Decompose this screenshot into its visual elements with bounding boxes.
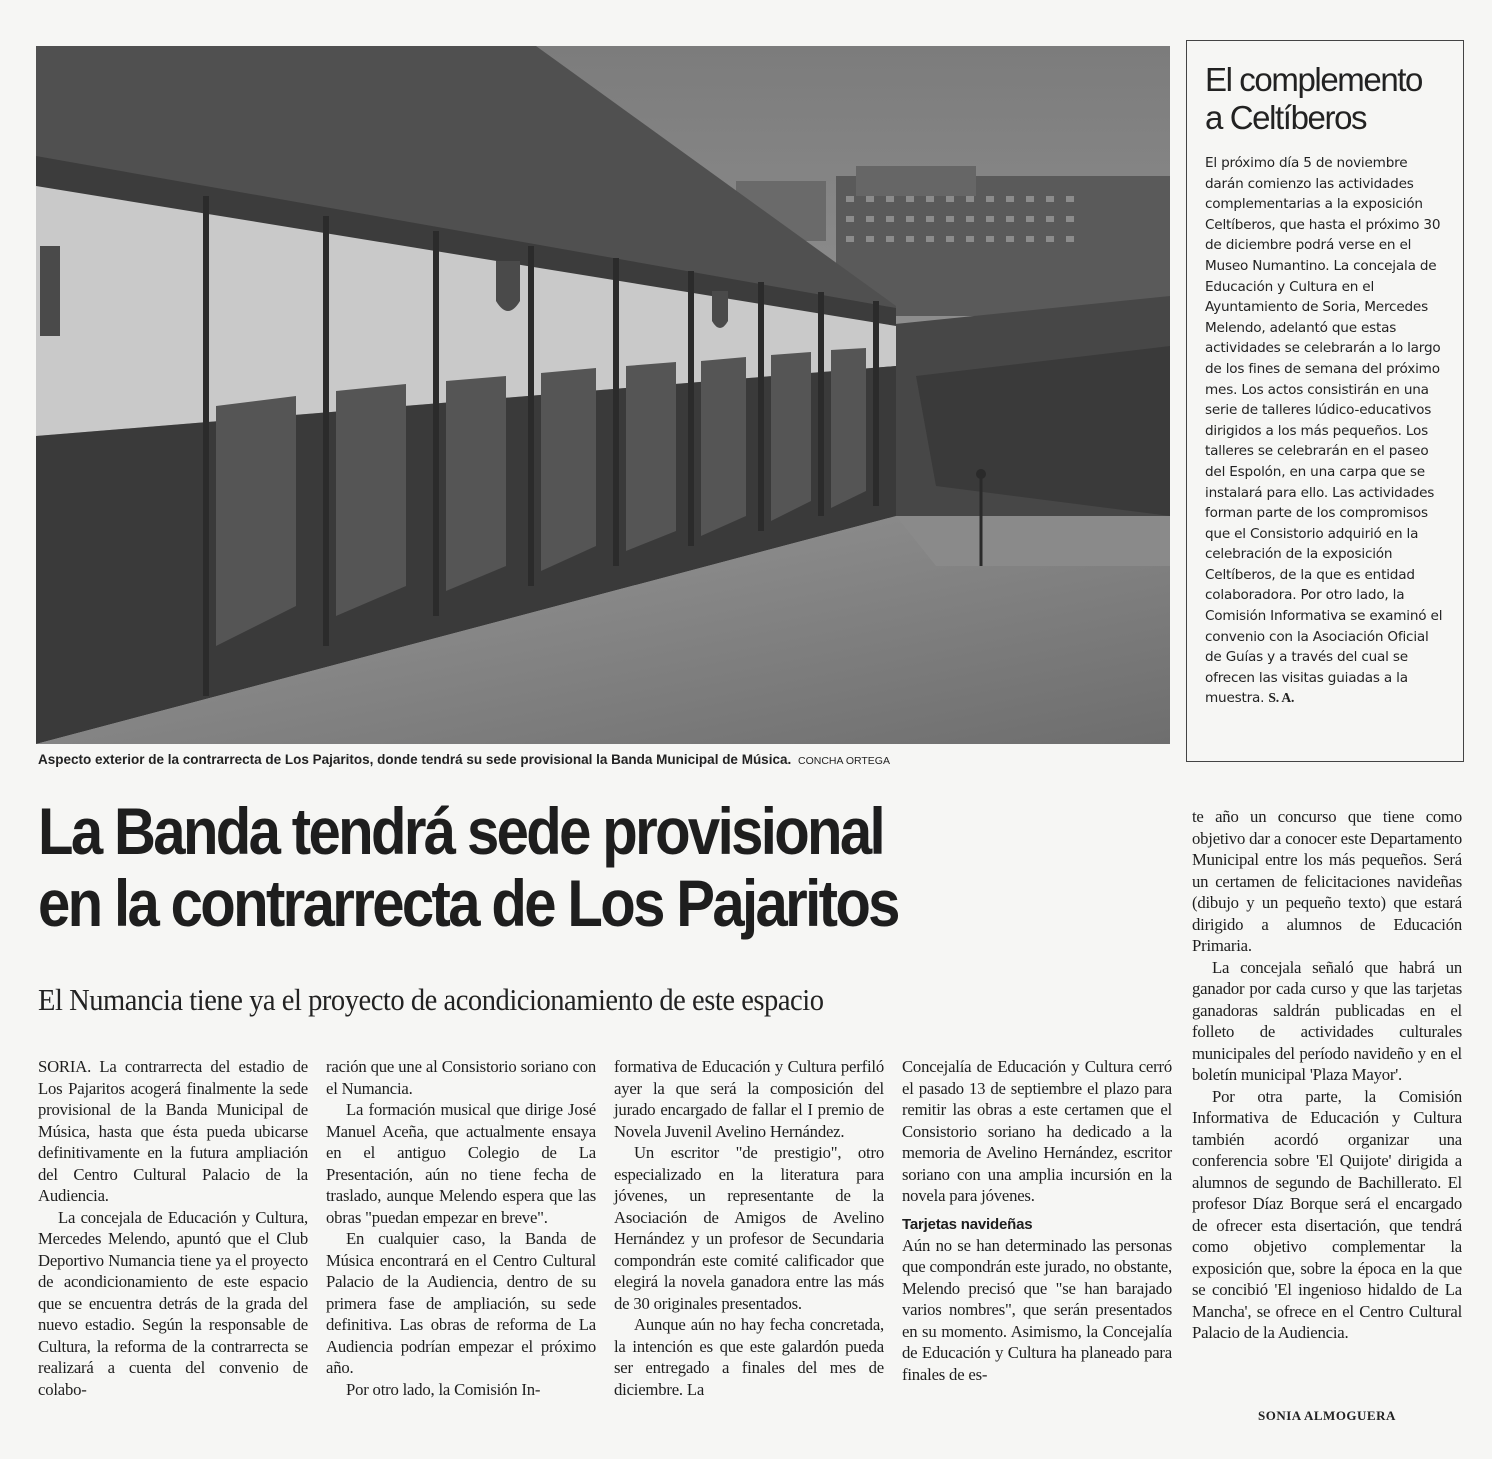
photo-credit: CONCHA ORTEGA: [797, 755, 890, 767]
caption-text: Aspecto exterior de la contrarrecta de Los Pajaritos, donde tendrá su sede provisional la Banda Municipal de Música.: [38, 752, 792, 767]
sidebar-title-line1: El complemento: [1205, 61, 1423, 98]
paragraph: ración que une al Consistorio soriano con el Numancia.: [326, 1057, 596, 1098]
article-column-2: [326, 1056, 596, 1400]
headline-line2: en la contrarrecta de Los Pajaritos: [38, 866, 898, 940]
paragraph: Un escritor "de prestigio", otro especializado en la literatura para jóvenes, un representante de la Asociación de Amigos de Avelino Hernández y un profesor de Secundaria compondrán este comité calificador que elegirá la novela ganadora entre las más de 30 originales presentados.: [614, 1143, 884, 1313]
headline-line1: La Banda tendrá sede provisional: [38, 794, 884, 868]
sidebar-box: [1186, 40, 1464, 762]
paragraph: SORIA. La contrarrecta del estadio de Los Pajaritos acogerá finalmente la sede provisional de la Banda Municipal de Música, hasta que ésta pueda ubicarse definitivamente en la futura ampliación del Centro Cultural Palacio de la Audiencia.: [38, 1057, 308, 1205]
paragraph: La formación musical que dirige José Manuel Aceña, que actualmente ensaya en el antiguo Colegio de La Presentación, aún no tiene fecha de traslado, aunque Melendo espera que las obras "puedan empezar en breve".: [326, 1100, 596, 1227]
headline: [38, 795, 1050, 939]
paragraph: La concejala de Educación y Cultura, Mercedes Melendo, apuntó que el Club Deportivo Numancia tiene ya el proyecto de acondicionamiento de este espacio que se encuentra detrás de la grada del nuevo estadio. Según la responsable de Cultura, la reforma de la contrarrecta se realizará a cuenta del convenio de colabo-: [38, 1207, 308, 1399]
paragraph: Aunque aún no hay fecha concretada, la intención es que este galardón pueda ser entregado a finales del mes de diciembre. La: [614, 1315, 884, 1399]
paragraph: Por otra parte, la Comisión Informativa de Educación y Cultura también acordó organizar una conferencia sobre 'El Quijote' dirigida a alumnos de segundo de Bachillerato. El profesor Díaz Borque será el encargado de ofrecer esta disertación, que tendrá como objetivo complementar la exposición que, sobre la época en la que se concibió 'El ingenioso hidaldo de La Mancha', se ofrece en el Centro Cultural Palacio de la Audiencia.: [1192, 1086, 1462, 1342]
section-heading: Tarjetas navideñas: [902, 1215, 1033, 1233]
sidebar-title-line2: a Celtíberos: [1205, 99, 1367, 136]
paragraph: En cualquier caso, la Banda de Música encontrará en el Centro Cultural Palacio de la Audiencia, dentro de su primera fase de ampliación, su sede definitiva. Las obras de reforma de La Audiencia podrían empezar el próximo año.: [326, 1229, 596, 1377]
paragraph: La concejala señaló que habrá un ganador por cada curso y que las tarjetas ganadoras saldrán publicadas en el folleto de actividades culturales municipales del período navideño y en el boletín municipal 'Plaza Mayor'.: [1192, 957, 1462, 1084]
paragraph: formativa de Educación y Cultura perfiló ayer la que será la composición del jurado encargado de fallar el I premio de Novela Juvenil Avelino Hernández.: [614, 1057, 884, 1141]
article-column-5: [1192, 806, 1462, 1344]
sidebar-signature: S. A.: [1268, 690, 1295, 706]
paragraph: Por otro lado, la Comisión In-: [346, 1379, 541, 1399]
article-column-4: [902, 1056, 1172, 1385]
article-column-1: [38, 1056, 308, 1400]
sidebar-body-text: El próximo día 5 de noviembre darán comienzo las actividades complementarias a la exposición Celtíberos, que hasta el próximo 30 de diciembre podrá verse en el Museo Numantino. La concejala de Educación y Cultura en el Ayuntamiento de Soria, Mercedes Melendo, adelantó que estas actividades se celebrarán a lo largo de los fines de semana del próximo mes. Los actos consistirán en una serie de talleres lúdico-educativos dirigidos a los más pequeños. Los talleres se celebrarán en el paseo del Espolón, en una carpa que se instalará para ello. Las actividades forman parte de los compromisos que el Consistorio adquirió en la celebración de la exposición Celtíberos, de la que es entidad colaboradora. Por otro lado, la Comisión Informativa se examinó el convenio con la Asociación Oficial de Guías y a través del cual se ofrecen las visitas guiadas a la muestra.: [1205, 155, 1443, 707]
subheadline: El Numancia tiene ya el proyecto de acondicionamiento de este espacio: [38, 982, 824, 1017]
sidebar-body: [1205, 153, 1445, 709]
photo-caption: [38, 752, 1178, 767]
byline: SONIA ALMOGUERA: [1258, 1408, 1396, 1423]
paragraph: Concejalía de Educación y Cultura cerró el pasado 13 de septiembre el plazo para remitir las obras a este certamen que el Consistorio soriano ha dedicado a la memoria de Avelino Hernández, escritor soriano con una amplia incursión en la novela para jóvenes.: [902, 1057, 1172, 1205]
sidebar-title: [1205, 61, 1451, 137]
stadium-photo-image: [36, 46, 1170, 744]
paragraph: Aún no se han determinado las personas que compondrán este jurado, no obstante, Melendo precisó que "se han barajado varios nombres", que serán presentados en su momento. Asimismo, la Concejalía de Educación y Cultura ha planeado para finales de es-: [902, 1235, 1172, 1384]
article-photo: [36, 46, 1170, 744]
paragraph: te año un concurso que tiene como objetivo dar a conocer este Departamento Municipal entre los más pequeños. Será un certamen de felicitaciones navideñas (dibujo y un pequeño texto) que estará dirigido a alumnos de Educación Primaria.: [1192, 807, 1462, 955]
article-column-3: [614, 1056, 884, 1400]
